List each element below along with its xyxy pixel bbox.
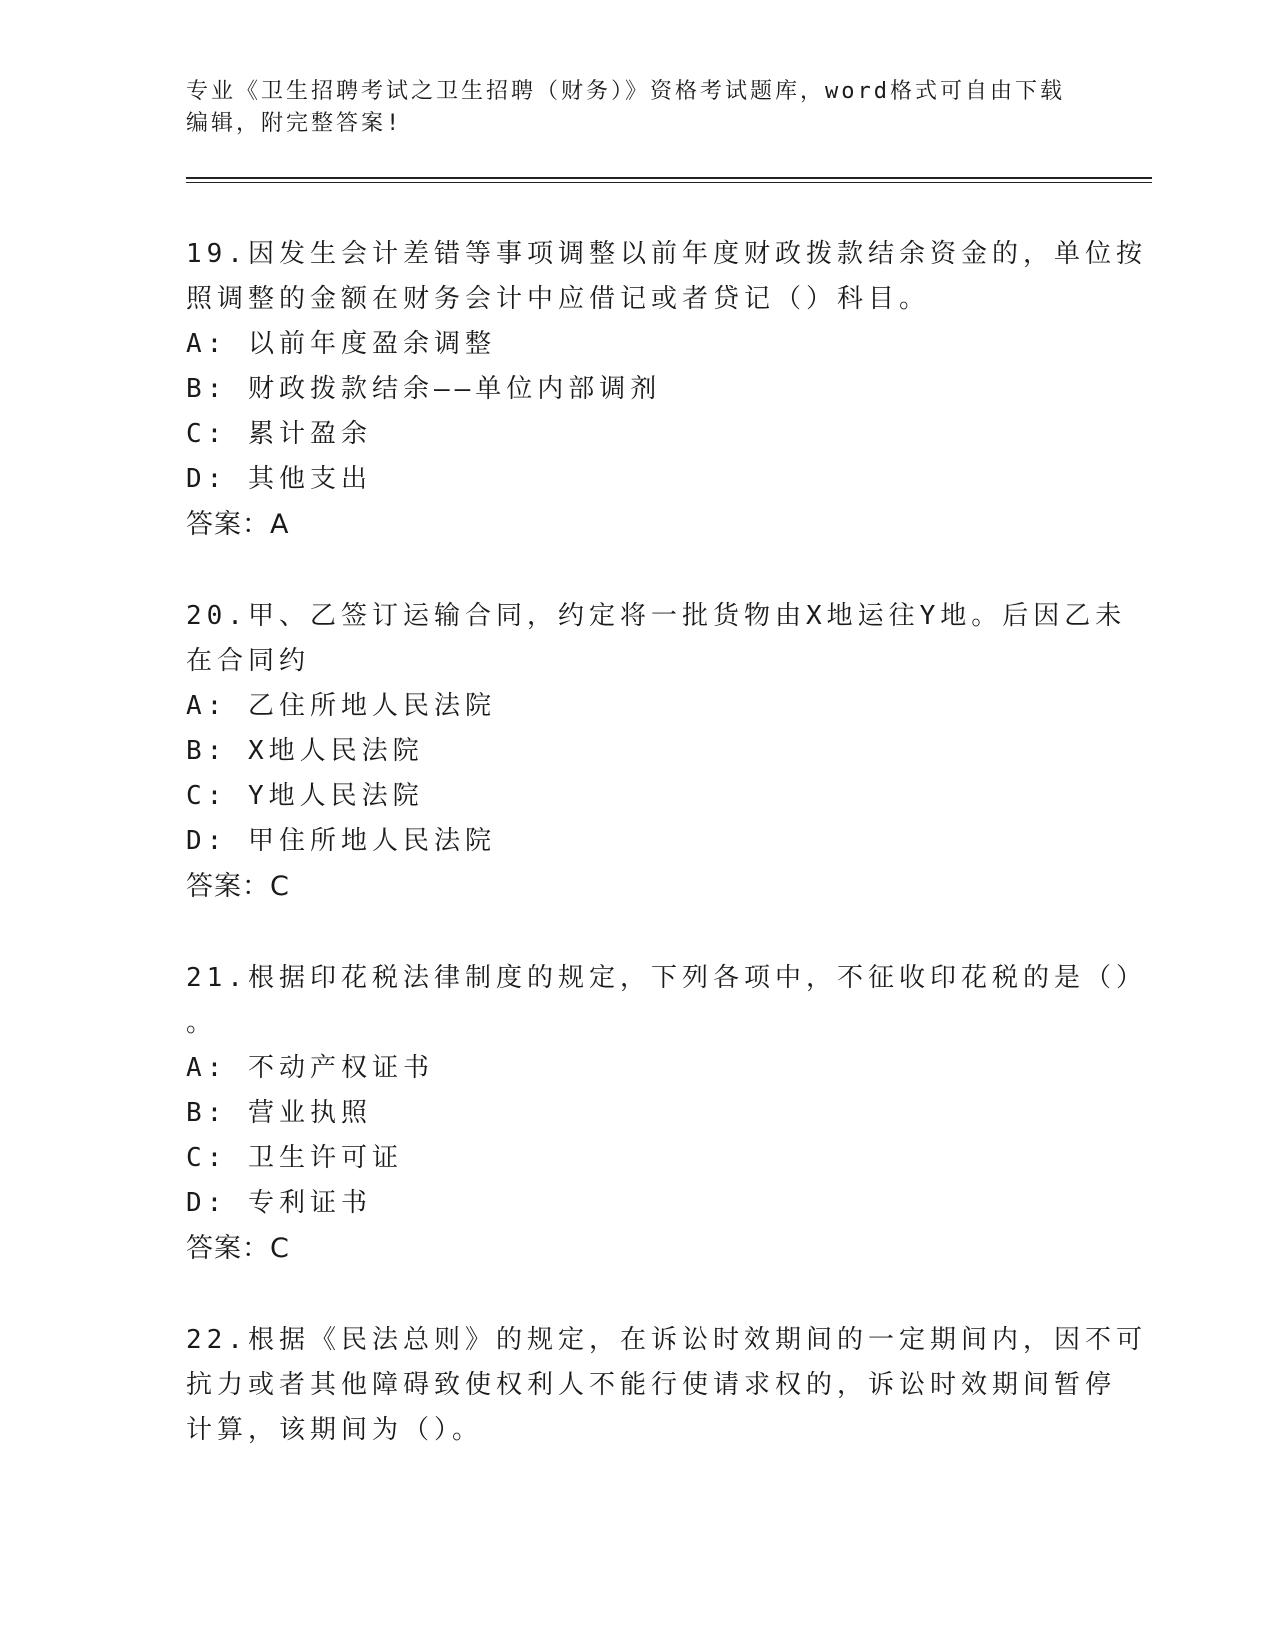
- option-a: A: 不动产权证书: [186, 1053, 434, 1083]
- stem-line: 。: [186, 1008, 218, 1038]
- header-line: 专业《卫生招聘考试之卫生招聘（财务）》资格考试题库，word格式可自由下载: [186, 79, 1065, 104]
- option-b: B: 营业执照: [186, 1098, 372, 1128]
- question-stem: [186, 594, 1127, 684]
- answer-label: 答案：C: [186, 871, 290, 902]
- stem-line: 19.因发生会计差错等事项调整以前年度财政拨款结余资金的，单位按: [186, 239, 1147, 269]
- option-d: D: 其他支出: [186, 464, 372, 494]
- answer-label: 答案：C: [186, 1233, 290, 1264]
- header-line: 编辑，附完整答案!: [186, 111, 403, 136]
- stem-line: 在合同约: [186, 646, 311, 676]
- option-a: A: 乙住所地人民法院: [186, 691, 496, 721]
- stem-line: 照调整的金额在财务会计中应借记或者贷记（）科目。: [186, 284, 931, 314]
- option-c: C: 累计盈余: [186, 419, 372, 449]
- answer-label: 答案：A: [186, 509, 290, 540]
- question-22: [186, 1318, 1147, 1453]
- stem-line: 抗力或者其他障碍致使权利人不能行使请求权的，诉讼时效期间暂停: [186, 1370, 1117, 1400]
- stem-line: 22.根据《民法总则》的规定，在诉讼时效期间的一定期间内，因不可: [186, 1325, 1147, 1355]
- option-d: D: 甲住所地人民法院: [186, 826, 496, 856]
- header-divider: [186, 177, 1152, 179]
- question-list: [186, 232, 1147, 1499]
- question-19: [186, 232, 1147, 548]
- question-20: [186, 594, 1127, 910]
- header-divider: [186, 182, 1152, 183]
- question-stem: [186, 1318, 1147, 1453]
- stem-line: 21.根据印花税法律制度的规定，下列各项中，不征收印花税的是（）: [186, 963, 1147, 993]
- question-stem: [186, 956, 1147, 1046]
- stem-line: 计算，该期间为（）。: [186, 1415, 484, 1445]
- option-c: C: Y地人民法院: [186, 781, 424, 811]
- option-c: C: 卫生许可证: [186, 1143, 403, 1173]
- option-d: D: 专利证书: [186, 1188, 372, 1218]
- stem-line: 20.甲、乙签订运输合同，约定将一批货物由X地运往Y地。后因乙未: [186, 601, 1127, 631]
- question-21: [186, 956, 1147, 1272]
- option-b: B: 财政拨款结余——单位内部调剂: [186, 374, 662, 404]
- document-header: [186, 76, 1086, 140]
- option-b: B: X地人民法院: [186, 736, 424, 766]
- question-stem: [186, 232, 1147, 322]
- option-a: A: 以前年度盈余调整: [186, 329, 496, 359]
